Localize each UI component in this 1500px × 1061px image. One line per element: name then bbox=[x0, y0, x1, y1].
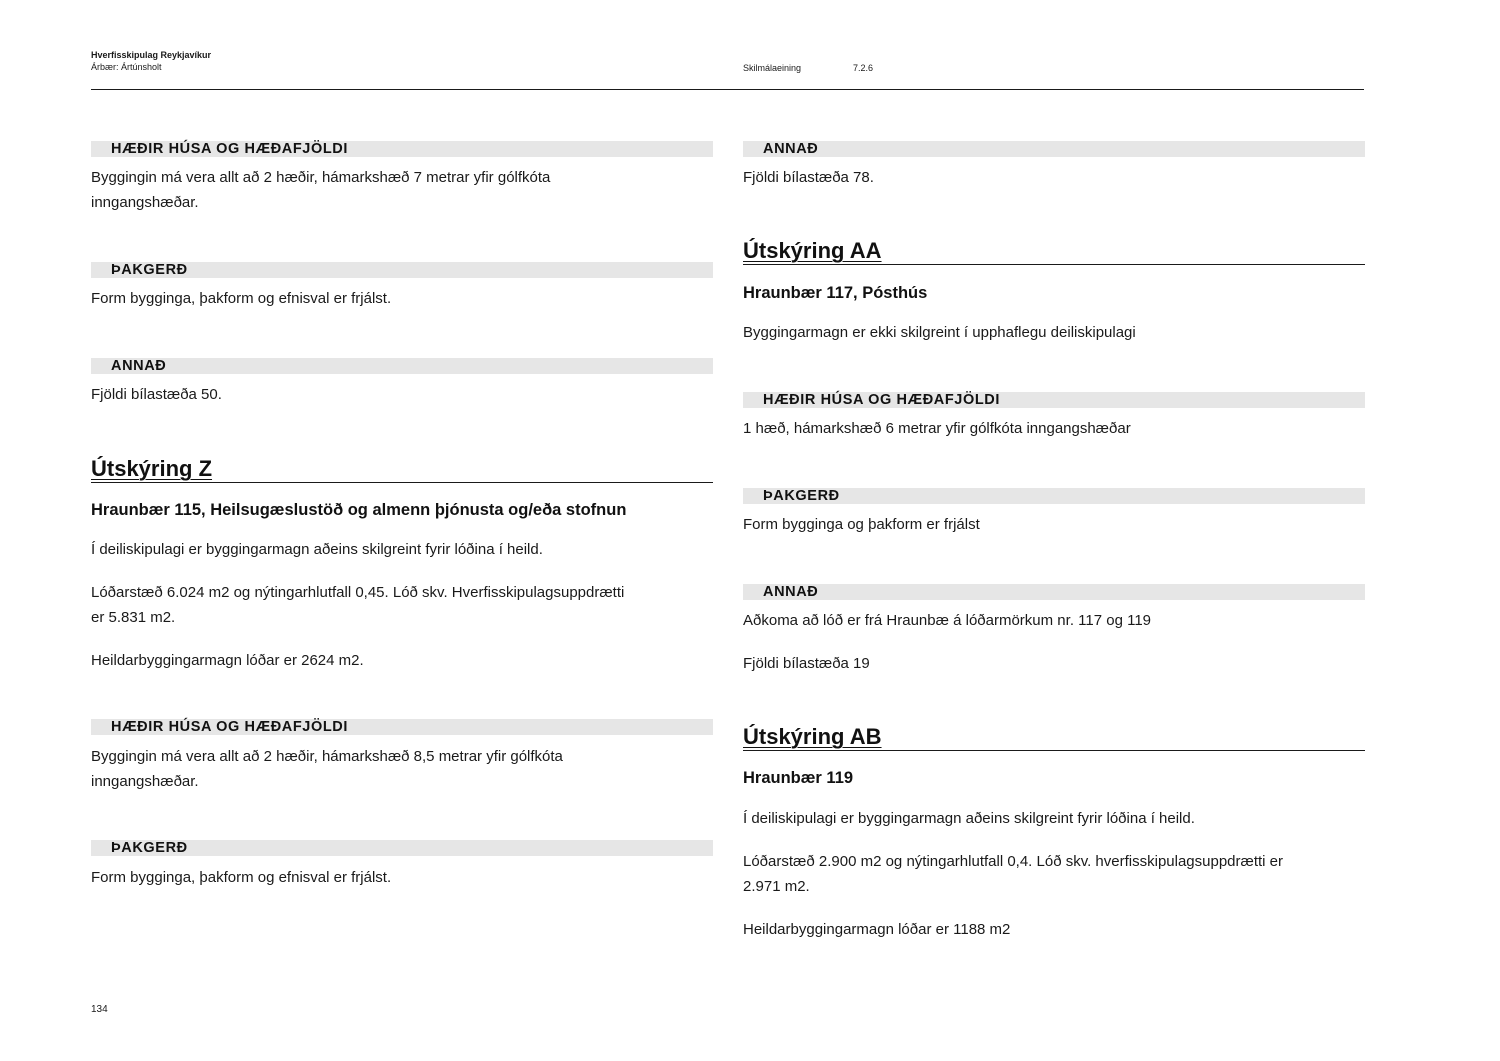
section-heading-other-aa: ANNAÐ bbox=[743, 584, 1365, 600]
document-title: Hverfisskipulag Reykjavíkur bbox=[91, 50, 212, 60]
paragraph-ab-p3: Heildarbyggingarmagn lóðar er 1188 m2 bbox=[743, 921, 1011, 938]
paragraph-building-height-aa: 1 hæð, hámarkshæð 6 metrar yfir gólfkóta inngangshæðar bbox=[743, 420, 1131, 437]
paragraph-z-p1: Í deiliskipulagi er byggingarmagn aðeins skilgreint fyrir lóðina í heild. bbox=[91, 541, 543, 558]
paragraph-roof-type: Form bygginga, þakform og efnisval er frjálst. bbox=[91, 290, 392, 307]
section-number: 7.2.6 bbox=[853, 63, 874, 73]
paragraph-building-height-line2: inngangshæðar. bbox=[91, 194, 199, 211]
paragraph-z-p2-line1: Lóðarstæð 6.024 m2 og nýtingarhlutfall 0,45. Lóð skv. Hverfisskipulagsuppdrætti bbox=[91, 584, 625, 601]
explanation-subtitle-ab: Hraunbær 119 bbox=[743, 769, 854, 787]
explanation-title-ab bbox=[743, 723, 1365, 751]
header-divider bbox=[91, 89, 1364, 90]
section-heading-building-height-aa: HÆÐIR HÚSA OG HÆÐAFJÖLDI bbox=[743, 392, 1365, 408]
paragraph-z-p3: Heildarbyggingarmagn lóðar er 2624 m2. bbox=[91, 652, 364, 669]
paragraph-ab-p2-line2: 2.971 m2. bbox=[743, 878, 810, 895]
explanation-title-z bbox=[91, 455, 713, 483]
paragraph-parking-aa: Fjöldi bílastæða 19 bbox=[743, 655, 870, 672]
paragraph-building-height-z-line1: Byggingin má vera allt að 2 hæðir, hámarkshæð 8,5 metrar yfir gólfkóta bbox=[91, 748, 563, 765]
section-label: Skilmálaeining bbox=[743, 63, 802, 73]
section-heading-roof-type-aa: ÞAKGERÐ bbox=[743, 488, 1365, 504]
explanation-title-ab-text: Útskýring AB bbox=[743, 724, 882, 749]
explanation-title-aa bbox=[743, 237, 1365, 265]
explanation-title-aa-text: Útskýring AA bbox=[743, 238, 882, 263]
page-number: 134 bbox=[91, 1004, 108, 1015]
paragraph-ab-p2-line1: Lóðarstæð 2.900 m2 og nýtingarhlutfall 0,4. Lóð skv. hverfisskipulagsuppdrætti er bbox=[743, 853, 1284, 870]
paragraph-roof-type-z: Form bygginga, þakform og efnisval er frjálst. bbox=[91, 869, 392, 886]
paragraph-other-parking: Fjöldi bílastæða 50. bbox=[91, 386, 222, 403]
section-heading-roof-type: ÞAKGERÐ bbox=[91, 262, 713, 278]
explanation-subtitle-z: Hraunbær 115, Heilsugæslustöð og almenn þjónusta og/eða stofnun bbox=[91, 501, 627, 519]
section-heading-other-right: ANNAÐ bbox=[743, 141, 1365, 157]
paragraph-building-height-z-line2: inngangshæðar. bbox=[91, 773, 199, 790]
section-heading-building-height: HÆÐIR HÚSA OG HÆÐAFJÖLDI bbox=[91, 141, 713, 157]
paragraph-other-parking-right: Fjöldi bílastæða 78. bbox=[743, 169, 874, 186]
paragraph-aa-p1: Byggingarmagn er ekki skilgreint í upphaflegu deiliskipulagi bbox=[743, 324, 1136, 341]
section-heading-roof-type-z: ÞAKGERÐ bbox=[91, 840, 713, 856]
paragraph-access-aa: Aðkoma að lóð er frá Hraunbæ á lóðarmörkum nr. 117 og 119 bbox=[743, 612, 1152, 629]
explanation-title-z-text: Útskýring Z bbox=[91, 456, 213, 481]
paragraph-ab-p1: Í deiliskipulagi er byggingarmagn aðeins skilgreint fyrir lóðina í heild. bbox=[743, 810, 1195, 827]
explanation-subtitle-aa: Hraunbær 117, Pósthús bbox=[743, 284, 928, 302]
section-heading-other: ANNAÐ bbox=[91, 358, 713, 374]
document-subtitle: Árbær: Ártúnsholt bbox=[91, 62, 162, 72]
section-heading-building-height-z: HÆÐIR HÚSA OG HÆÐAFJÖLDI bbox=[91, 719, 713, 735]
paragraph-building-height-line1: Byggingin má vera allt að 2 hæðir, hámarkshæð 7 metrar yfir gólfkóta bbox=[91, 169, 551, 186]
paragraph-roof-type-aa: Form bygginga og þakform er frjálst bbox=[743, 516, 980, 533]
paragraph-z-p2-line2: er 5.831 m2. bbox=[91, 609, 176, 626]
